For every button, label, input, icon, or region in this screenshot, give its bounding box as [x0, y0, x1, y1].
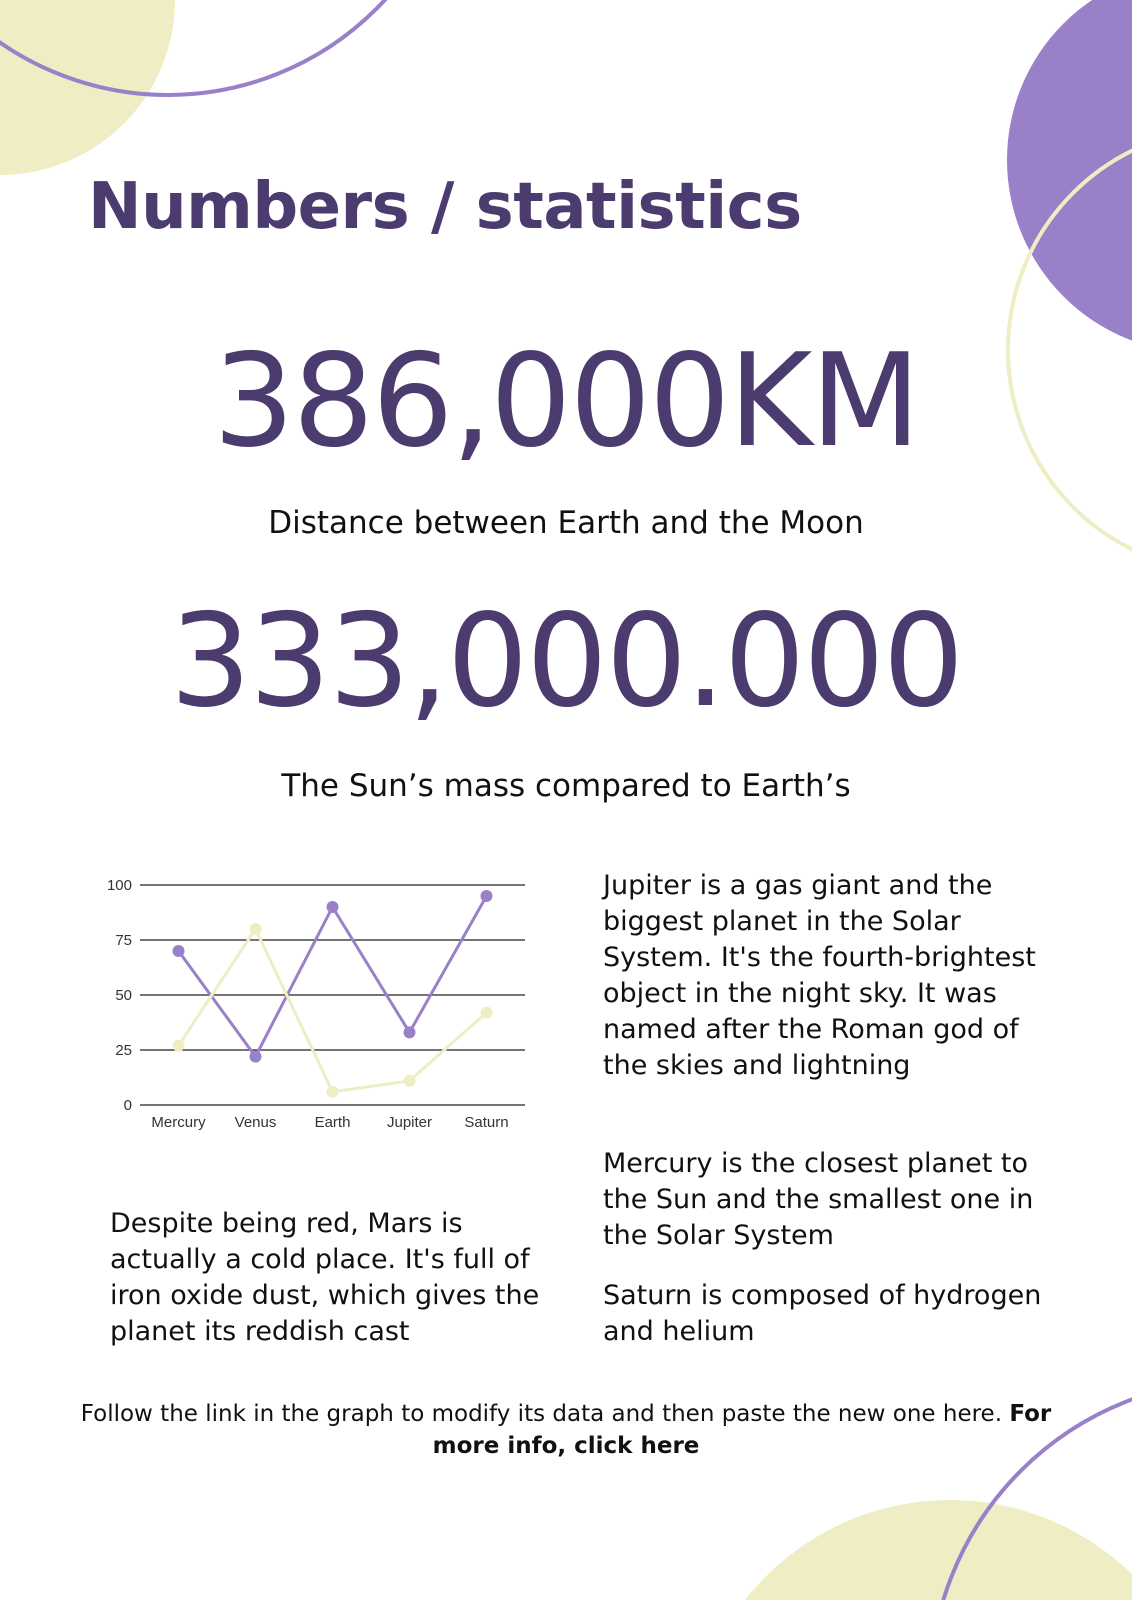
more-info-link[interactable]: For more info, click here	[432, 1401, 1052, 1459]
y-tick-label: 50	[115, 987, 132, 1004]
stat-value-distance: 386,000KM	[213, 327, 919, 476]
x-tick-label: Earth	[314, 1114, 351, 1131]
data-point	[327, 1086, 339, 1098]
stat-value-sun-mass: 333,000.000	[169, 587, 963, 736]
bottom-yellow-circle	[690, 1500, 1132, 1600]
stat-caption-sun-mass: The Sun’s mass compared to Earth’s	[281, 768, 851, 804]
y-tick-label: 25	[115, 1042, 132, 1059]
data-point	[481, 1007, 493, 1019]
data-point	[173, 945, 185, 957]
data-point	[173, 1040, 185, 1052]
line-chart[interactable]	[95, 860, 535, 1135]
saturn-paragraph: Saturn is composed of hydrogen and helium	[603, 1280, 1042, 1347]
x-tick-label: Jupiter	[386, 1114, 433, 1131]
mercury-paragraph: Mercury is the closest planet to the Sun and the smallest one in the Solar System	[603, 1148, 1034, 1251]
footer-text: Follow the link in the graph to modify its data and then paste the new one here.	[80, 1401, 1003, 1427]
series-line-2	[179, 929, 487, 1092]
data-point	[404, 1026, 416, 1038]
jupiter-paragraph: Jupiter is a gas giant and the biggest planet in the Solar System. It's the fourth-brightest object in the night sky. It was named after the Roman god of the skies and lightning	[603, 870, 1036, 1081]
data-point	[250, 1051, 262, 1063]
top-right-purple-circle	[1007, 0, 1132, 353]
x-tick-label: Venus	[234, 1114, 277, 1131]
mars-paragraph: Despite being red, Mars is actually a cold place. It's full of iron oxide dust, which gives the planet its reddish cast	[110, 1208, 540, 1347]
y-tick-label: 75	[115, 932, 132, 949]
x-tick-label: Saturn	[464, 1114, 509, 1131]
footer-note	[60, 1398, 1072, 1462]
stat-caption-distance: Distance between Earth and the Moon	[268, 505, 864, 541]
data-point	[481, 890, 493, 902]
top-left-yellow-circle	[0, 0, 175, 175]
data-point	[250, 923, 262, 935]
page-title: Numbers / statistics	[88, 170, 802, 244]
y-tick-label: 100	[106, 877, 132, 894]
y-tick-label: 0	[123, 1097, 132, 1114]
data-point	[404, 1075, 416, 1087]
data-point	[327, 901, 339, 913]
x-tick-label: Mercury	[151, 1114, 206, 1131]
